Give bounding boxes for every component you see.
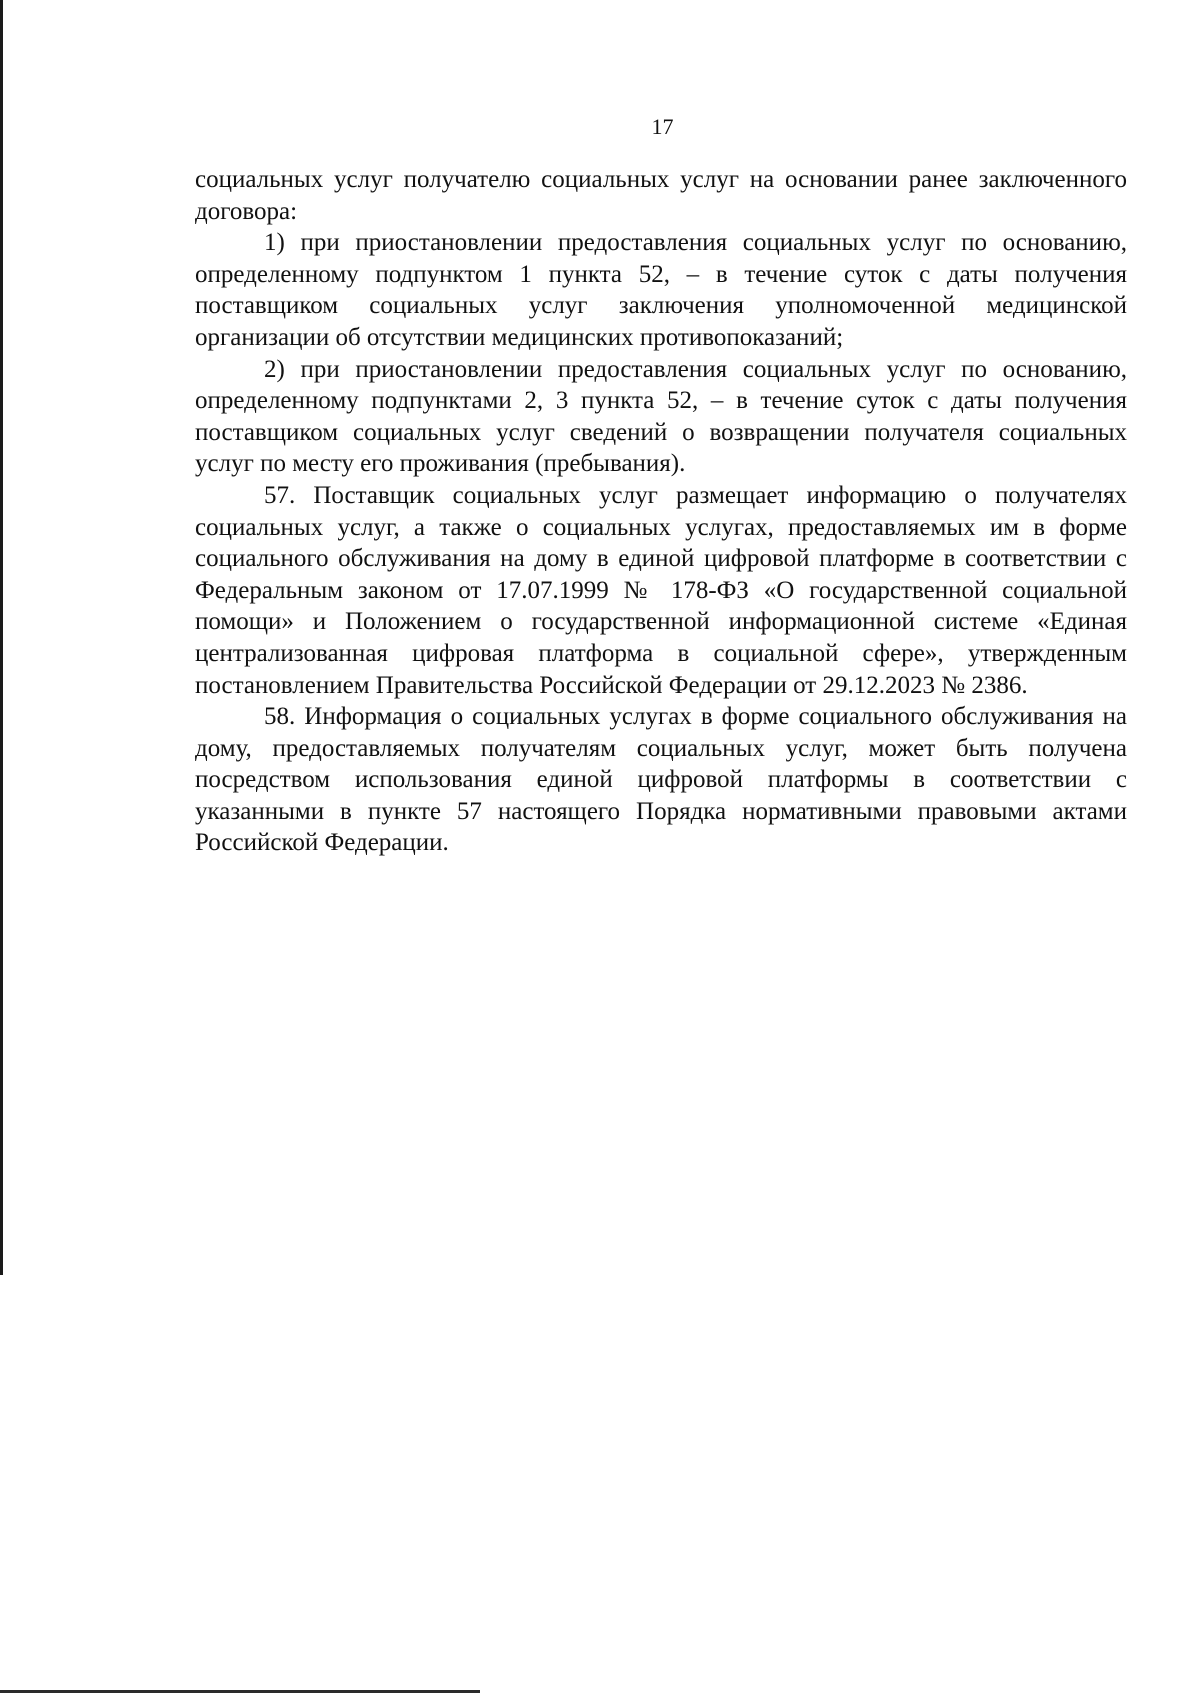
paragraph-subitem-2: 2) при приостановлении предоставления социальных услуг по основанию, определенному подпунктами 2, 3 пункта 52, – в течение суток с даты получения поставщиком социальных услуг сведений о возвращении получателя социальных услуг по месту его проживания (пребывания).	[195, 355, 1127, 478]
paragraph-continuation: социальных услуг получателю социальных услуг на основании ранее заключенного договора:	[195, 166, 1127, 225]
scan-edge-bottom	[0, 1690, 480, 1693]
scan-edge-left	[0, 0, 3, 1275]
paragraph-clause-57: 57. Поставщик социальных услуг размещает информацию о получателях социальных услуг, а также о социальных услугах, предоставляемых им в форме социального обслуживания на дому в единой цифровой платформе в соответствии с Федеральным законом от 17.07.1999 № 178-ФЗ «О государственной социальной помощи» и Положением о государственной информационной системе «Единая централизованная цифровая платформа в социальной сфере», утвержденным постановлением Правительства Российской Федерации от 29.12.2023 № 2386.	[195, 481, 1127, 699]
paragraph-clause-58: 58. Информация о социальных услугах в форме социального обслуживания на дому, предоставляемых получателям социальных услуг, может быть получена посредством использования единой цифровой платформы в соответствии с указанными в пункте 57 настоящего Порядка нормативными правовыми актами Российской Федерации.	[195, 703, 1127, 857]
paragraph-subitem-1: 1) при приостановлении предоставления социальных услуг по основанию, определенному подпунктом 1 пункта 52, – в течение суток с даты получения поставщиком социальных услуг заключения уполномоченной медицинской организации об отсутствии медицинских противопоказаний;	[195, 229, 1127, 351]
document-body	[195, 164, 1127, 859]
page-number: 17	[651, 114, 674, 139]
